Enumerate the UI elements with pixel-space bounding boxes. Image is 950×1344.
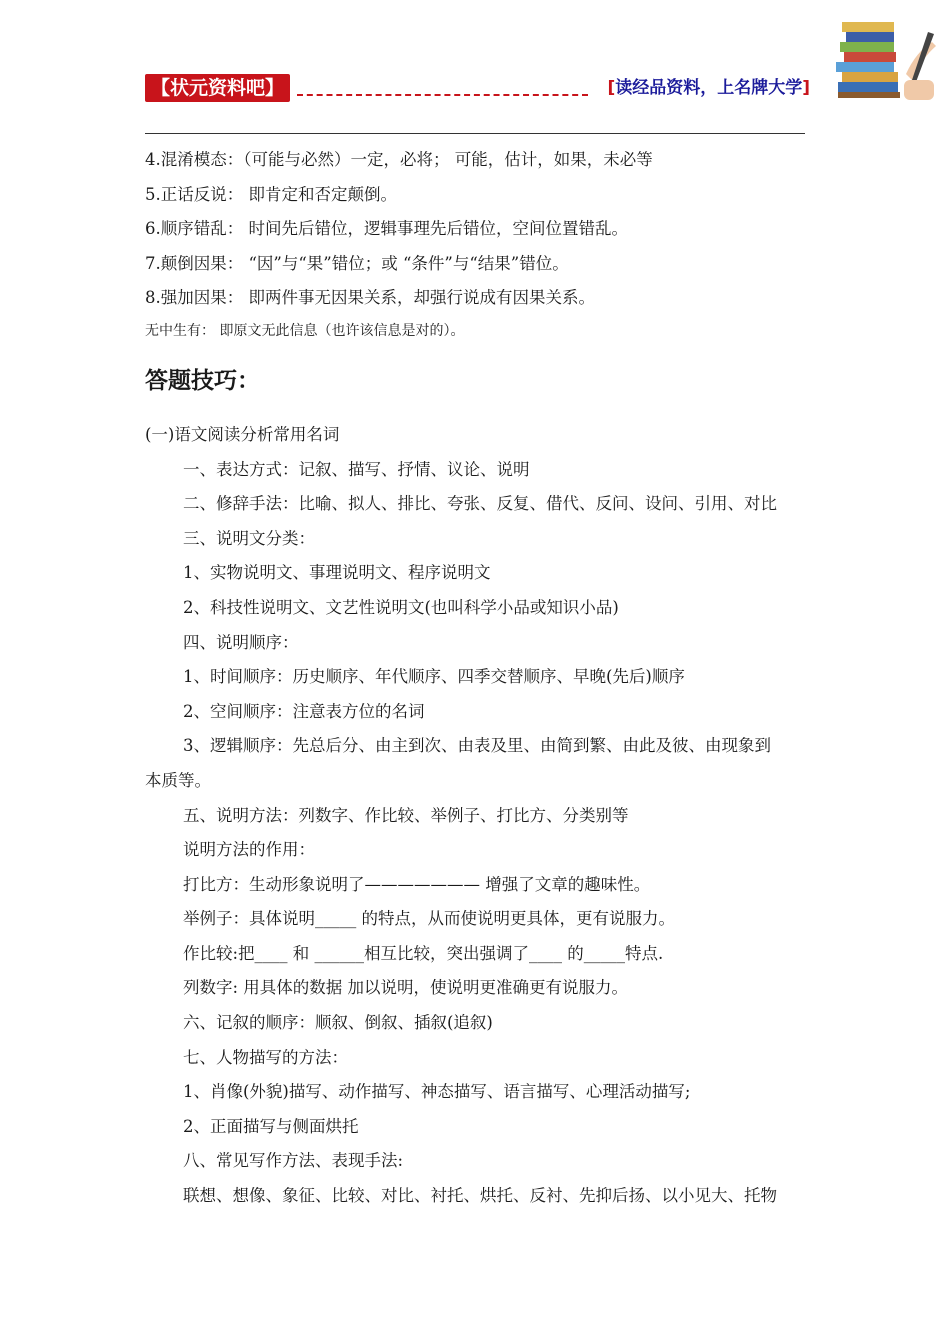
text-line-small: 无中生有： 即原文无此信息（也许该信息是对的）。 [145,322,465,339]
list-item: 2、正面描写与侧面烘托 [183,1116,359,1136]
list-item: 一、表达方式：记叙、描写、抒情、议论、说明 [183,459,530,479]
sub-title: (一)语文阅读分析常用名词 [145,424,340,444]
list-item: 列数字: 用具体的数据 加以说明，使说明更准确更有说服力。 [183,978,629,998]
list-item: 打比方：生动形象说明了——————— 增强了文章的趣味性。 [183,874,651,894]
list-item: 五、说明方法：列数字、作比较、举例子、打比方、分类别等 [183,805,629,825]
list-item: 举例子：具体说明_____ 的特点，从而使说明更具体，更有说服力。 [183,909,675,929]
slogan-close-bracket: ] [802,78,810,98]
slogan-open-bracket: [ [607,78,616,98]
section-title: 答题技巧： [145,367,260,394]
list-item-wrapped-2: 本质等。 [145,770,211,790]
list-item: 四、说明顺序： [183,632,299,652]
list-item: 1、实物说明文、事理说明文、程序说明文 [183,563,491,583]
list-item: 八、常见写作方法、表现手法: [183,1151,404,1171]
document-body [145,143,810,1214]
header-rule [145,133,805,134]
list-item-wrapped-1: 3、逻辑顺序：先总后分、由主到次、由表及里、由简到繁、由此及彼、由现象到 [183,736,771,756]
list-item: 作比较:把____ 和 ______相互比较，突出强调了____ 的_____特点. [183,943,664,963]
header-slogan [607,76,810,100]
books-logo-icon [830,12,942,108]
text-line: 7.颠倒因果： “因”与“果”错位；或 “条件”与“结果”错位。 [145,253,569,273]
text-line: 8.强加因果： 即两件事无因果关系，却强行说成有因果关系。 [145,288,595,308]
list-item: 2、科技性说明文、文艺性说明文(也叫科学小品或知识小品) [183,597,619,617]
header-dash-line [297,80,588,96]
list-item: 六、记叙的顺序：顺叙、倒叙、插叙(追叙) [183,1013,493,1033]
text-line: 6.顺序错乱： 时间先后错位，逻辑事理先后错位，空间位置错乱。 [145,219,628,239]
text-line: 4.混淆模态：（可能与必然）一定，必将； 可能，估计，如果，未必等 [145,150,653,169]
list-item: 1、肖像(外貌)描写、动作描写、神态描写、语言描写、心理活动描写; [183,1082,691,1102]
text-line: 5.正话反说： 即肯定和否定颠倒。 [145,184,397,204]
list-item: 说明方法的作用： [183,840,315,860]
list-item: 三、说明文分类： [183,528,315,548]
slogan-text: 读经品资料，上名牌大学 [615,78,803,98]
list-item: 二、修辞手法：比喻、拟人、排比、夸张、反复、借代、反问、设问、引用、对比 [183,494,777,514]
list-item: 七、人物描写的方法： [183,1047,348,1067]
brand-label: 【状元资料吧】 [145,74,290,102]
list-item: 2、空间顺序：注意表方位的名词 [183,701,425,721]
page-header [145,70,810,106]
list-item: 1、时间顺序：历史顺序、年代顺序、四季交替顺序、早晚(先后)顺序 [183,667,685,687]
list-item: 联想、想像、象征、比较、对比、衬托、烘托、反衬、先抑后扬、以小见大、托物 [183,1186,777,1206]
